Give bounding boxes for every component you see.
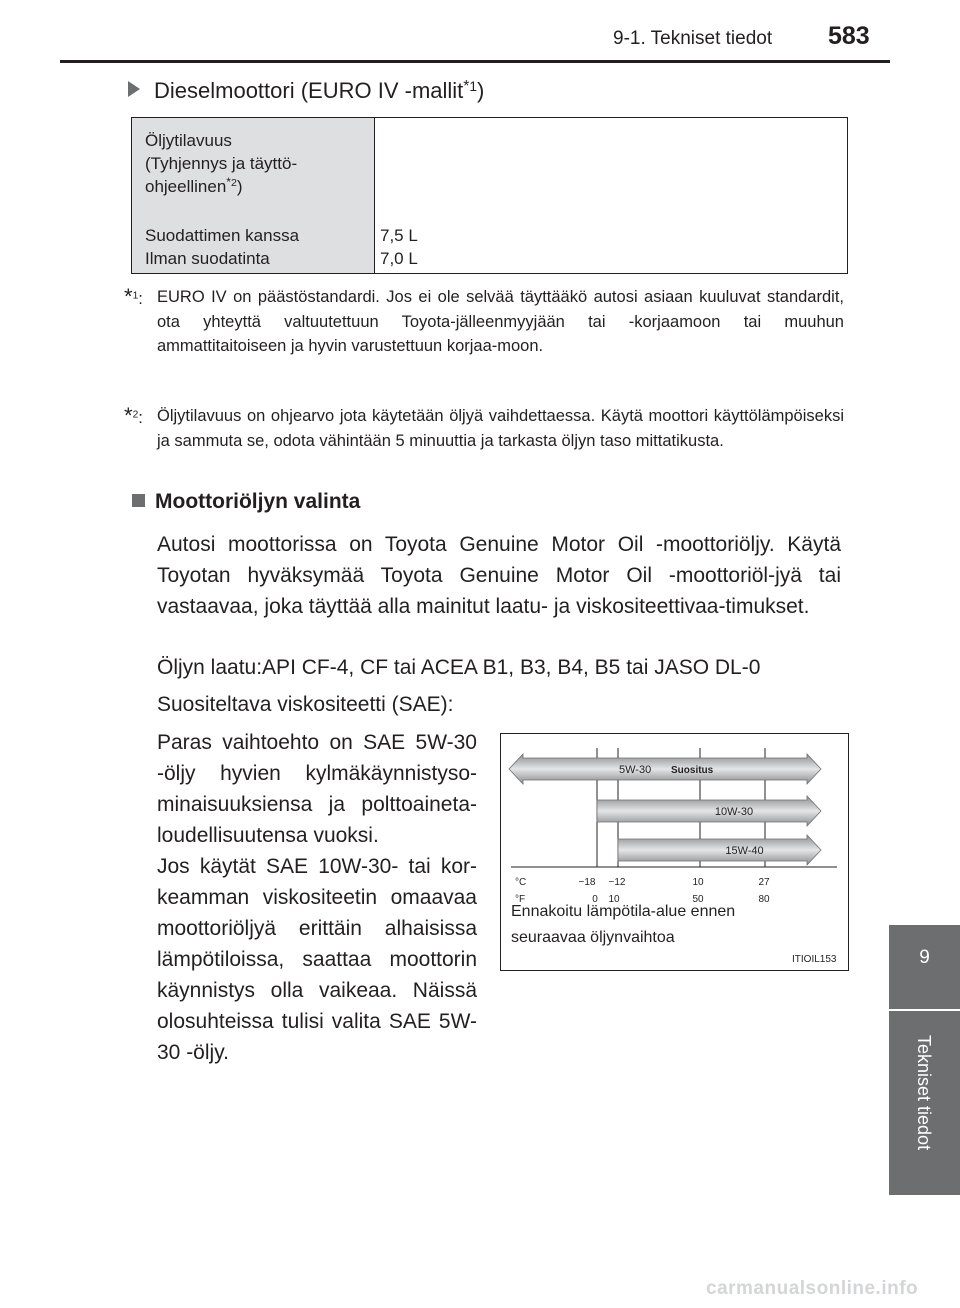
side-tab-divider	[889, 1009, 960, 1011]
section-header: 9-1. Tekniset tiedot	[613, 28, 773, 49]
footnote-2	[118, 404, 844, 453]
row-value: 7,5 L	[380, 226, 418, 245]
paragraph-viscosity: Suositeltava viskositeetti (SAE):	[157, 693, 454, 716]
viscosity-bar-10w-30	[597, 796, 821, 826]
fahrenheit-tick: 80	[758, 894, 770, 905]
triangle-bullet-icon	[128, 81, 140, 97]
engine-heading-text: Dieselmoottori (EURO IV -mallit	[154, 78, 464, 103]
row-label: Ilman suodatinta	[145, 249, 270, 268]
section-heading-text: Moottoriöljyn valinta	[155, 490, 361, 513]
chapter-number: 9	[919, 947, 930, 968]
row-label: Suodattimen kanssa	[145, 226, 300, 245]
footnote-star: *	[463, 77, 470, 95]
table-row-labels	[145, 224, 299, 270]
engine-heading-close: )	[476, 78, 485, 103]
footnote-ref: 1	[469, 78, 477, 94]
fahrenheit-unit: °F	[515, 894, 526, 905]
viscosity-chart-svg	[501, 734, 847, 969]
chapter-side-tab	[889, 925, 960, 1195]
footnote-text: Öljytilavuus on ohjearvo jota käytetään öljyä vaihdettaessa. Käytä moottori käyttölämpöiseksi ja sammuta se, odota vähintään 5 minuuttia ja tarkasta öljyn taso mittatikusta.	[157, 407, 844, 450]
table-row-values	[380, 224, 418, 270]
table-caption	[145, 129, 297, 198]
celsius-tick: −12	[608, 877, 626, 888]
celsius-unit: °C	[515, 877, 527, 888]
caption-line: Öljytilavuus	[145, 131, 232, 150]
fahrenheit-tick: 10	[608, 894, 620, 905]
caption-line: ohjeellinen$^{*2}$)	[145, 175, 243, 196]
chapter-label: Tekniset tiedot	[914, 1035, 934, 1151]
viscosity-bar-15w-40	[618, 835, 821, 865]
paragraph-intro: Autosi moottorissa on Toyota Genuine Motor Oil -moottoriöljy. Käytä Toyotan hyväksymää Toyota Genuine Motor Oil -moottoriöl-jyä tai vastaavaa, joka täyttää alla mainitut laatu- ja viskositeettivaa-timukset.	[157, 533, 841, 618]
footnote-mark: *$^2$:	[124, 403, 143, 428]
celsius-tick: 27	[758, 877, 770, 888]
engine-heading	[128, 78, 484, 104]
fahrenheit-tick: 0	[592, 894, 598, 905]
footnote-text: EURO IV on päästöstandardi. Jos ei ole selvää täyttääkö autosi asiaan kuuluvat standardit, ota yhteyttä valtuutettuun Toyota-jälleenmyyjään tai -korjaamoon tai muuhun ammattitaitoiseen ja hyvin varustettuun korjaa-moon.	[157, 288, 844, 355]
viscosity-chart	[500, 733, 849, 971]
bar-label: 15W-40	[725, 845, 764, 857]
celsius-tick: 10	[692, 877, 704, 888]
header-divider	[60, 60, 890, 63]
celsius-tick: −18	[578, 877, 596, 888]
bar-label: 10W-30	[714, 806, 754, 818]
watermark: carmanualsonline.info	[706, 1278, 919, 1299]
row-value: 7,0 L	[380, 249, 418, 268]
fahrenheit-tick: 50	[692, 894, 704, 905]
caption-line: (Tyhjennys ja täyttö-	[145, 154, 298, 173]
section-heading	[132, 490, 360, 514]
paragraph-oil-quality: Öljyn laatu:API CF-4, CF tai ACEA B1, B3, B4, B5 tai JASO DL-0	[157, 656, 761, 679]
oil-capacity-table	[131, 117, 848, 274]
viscosity-bar-5w-30	[509, 754, 821, 784]
chart-code: ITIOIL153	[792, 954, 837, 965]
chart-caption-line: seuraavaa öljynvaihtoa	[511, 929, 675, 946]
footnote-1	[118, 285, 844, 359]
chart-caption-line: Ennakoitu lämpötila-alue ennen	[511, 903, 736, 920]
bar-note: Suositus	[671, 765, 714, 776]
paragraph-best-choice: Paras vaihtoehto on SAE 5W-30 -öljy hyvien kylmäkäynnistyso-minaisuuksiensa ja polttoaineta-loudellisuutensa vuoksi.	[157, 731, 477, 847]
footnote-mark: *$^1$:	[124, 284, 143, 309]
page-number: 583	[828, 22, 870, 50]
square-bullet-icon	[132, 494, 145, 507]
table-label-column	[132, 118, 375, 273]
bar-label: 5W-30	[619, 764, 652, 776]
paragraph-cold-start: Jos käytät SAE 10W-30- tai kor-keamman viskositeetin omaavaa moottoriöljyä erittäin alhaisissa lämpötiloissa, saattaa moottorin käynnistys olla vaikeaa. Näissä olosuhteissa tulisi valita SAE 5W-30 -öljy.	[157, 855, 477, 1064]
